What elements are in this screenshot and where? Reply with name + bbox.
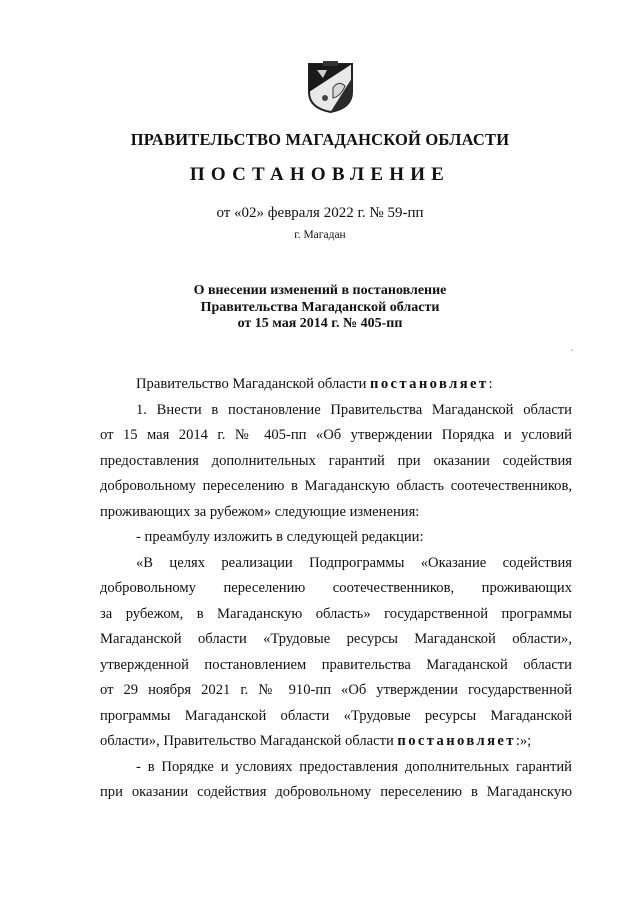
quote-text: области», Правительство Магаданской области <box>100 733 398 749</box>
document-date-number: от «02» февраля 2022 г. № 59-пп <box>216 205 424 221</box>
subject-line: О внесении изменений в постановление <box>193 283 447 298</box>
government-name: ПРАВИТЕЛЬСТВО МАГАДАНСКОЙ ОБЛАСТИ <box>130 130 510 149</box>
coat-of-arms-emblem <box>303 58 358 114</box>
quote-line: утвержденной постановлением правительства Магаданской области <box>100 656 572 673</box>
order-line: при оказании содействия добровольному переселению в Магаданскую <box>100 784 572 800</box>
decree-verb: постановляет <box>397 733 516 749</box>
document-subject <box>0 283 640 333</box>
quote-line: добровольному переселению соотечественников, проживающих <box>100 580 572 596</box>
document-city: г. Магадан <box>294 229 346 241</box>
document-body <box>100 372 572 806</box>
item1-line: проживающих за рубежом» следующие изменения: <box>100 503 420 520</box>
subject-line: Правительства Магаданской области <box>200 299 440 315</box>
quote-line: Магаданской области «Трудовые ресурсы Магаданской области», <box>100 631 572 647</box>
quote-line <box>100 729 572 755</box>
intro-colon: : <box>488 376 493 392</box>
quote-line: за рубежом, в Магаданскую область» государственной программы <box>100 605 572 622</box>
quote-end: :»; <box>515 733 532 749</box>
decree-verb: постановляет <box>370 376 489 392</box>
subject-line: от 15 мая 2014 г. № 405-пп <box>237 316 403 331</box>
item1-line: предоставления дополнительных гарантий при оказании содействия <box>100 452 572 469</box>
item1-line: добровольному переселению в Магаданскую область соотечественников, <box>100 478 572 494</box>
item1-line: от 15 мая 2014 г. № 405-пп «Об утверждении Порядка и условий <box>100 427 572 443</box>
item1-line: 1. Внести в постановление Правительства Магаданской области <box>136 401 572 418</box>
shield-emblem-icon <box>303 58 358 114</box>
intro-paragraph <box>100 372 572 398</box>
quote-line: «В целях реализации Подпрограммы «Оказание содействия <box>136 554 572 571</box>
scan-speck <box>571 349 573 351</box>
quote-line: от 29 ноября 2021 г. № 910-пп «Об утверждении государственной <box>100 682 572 698</box>
preamble-instruction: - преамбулу изложить в следующей редакции: <box>136 529 424 545</box>
document-type-title: ПОСТАНОВЛЕНИЕ <box>189 164 451 185</box>
quote-line: программы Магаданской области «Трудовые ресурсы Магаданской <box>100 707 572 724</box>
order-line: - в Порядке и условиях предоставления дополнительных гарантий <box>136 758 572 775</box>
intro-text: Правительство Магаданской области <box>136 376 371 392</box>
